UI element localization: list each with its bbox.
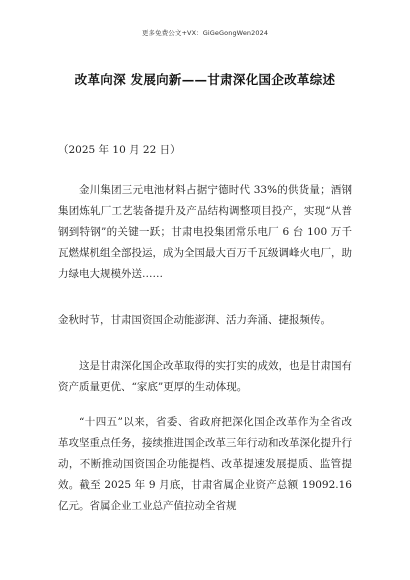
paragraph-2: 金秋时节，甘肃国资国企动能澎湃、活力奔涌、捷报频传。 (58, 314, 331, 326)
paragraph-3: 这是甘肃深化国企改革取得的实打实的成效，也是甘肃国有资产质量更优、“家底”更厚的生动体现。 (58, 360, 352, 393)
paragraph-4: “十四五”以来，省委、省政府把深化国企改革作为全省改革攻坚重点任务，接续推进国企改革三年行动和改革深化提升行动，不断推动国资国企功能提档、改革提速发展提质、监管提效。截至 2025 年 9 月底，甘肃省属企业资产总额 19092.16 亿元。省属企业工业总产值拉动全省规 (58, 416, 352, 512)
paragraph-1: 金川集团三元电池材料占据宁德时代 33%的供货量；酒钢集团炼轧厂工艺装备提升及产品结构调整项目投产，实现“从普钢到特钢”的关键一跃；甘肃电投集团常乐电厂 6 台 100 万千瓦燃煤机组全部投运，成为全国最大百万千瓦级调峰火电厂，助力绿电大规模外送…… (58, 184, 352, 280)
document-title: 改革向深 发展向新——甘肃深化国企改革综述 (74, 72, 336, 87)
document-date: （2025 年 10 月 22 日） (58, 144, 181, 156)
header-note: 更多免费公文+VX：GiGeGongWen2024 (141, 29, 269, 37)
